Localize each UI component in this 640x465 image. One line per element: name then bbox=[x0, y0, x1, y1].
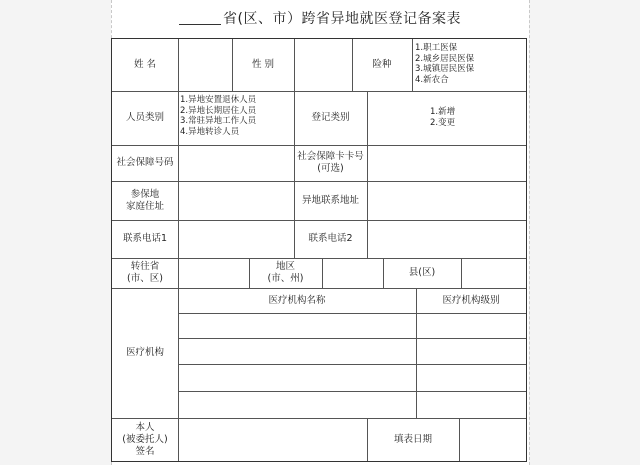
phone1-field[interactable] bbox=[178, 220, 294, 258]
label-region bbox=[249, 258, 322, 288]
label-county: 县(区) bbox=[408, 267, 436, 278]
gender-field[interactable] bbox=[294, 39, 352, 91]
insurance-option: 3.城镇居民医保 bbox=[415, 64, 475, 74]
signature-field[interactable] bbox=[178, 418, 367, 461]
person-option: 4.异地转诊人员 bbox=[180, 126, 240, 137]
label-gender: 性 别 bbox=[251, 59, 275, 70]
institution-name-field[interactable] bbox=[178, 364, 416, 391]
transfer-province-field[interactable] bbox=[178, 258, 249, 288]
label-phone2: 联系电话2 bbox=[308, 233, 353, 244]
institution-level-field[interactable] bbox=[416, 338, 526, 364]
col-line bbox=[412, 39, 413, 91]
institution-level-field[interactable] bbox=[416, 391, 526, 418]
signer-line3: 签名 bbox=[135, 445, 155, 457]
social-card-no-line2: (可选) bbox=[317, 163, 344, 174]
person-option: 1.异地安置退休人员 bbox=[180, 95, 257, 105]
home-address-line1: 参保地 bbox=[130, 188, 160, 200]
registration-option: 2.变更 bbox=[430, 117, 456, 128]
registration-option: 1.新增 bbox=[430, 107, 456, 117]
label-institution-name: 医疗机构名称 bbox=[268, 294, 326, 306]
institution-name-field[interactable] bbox=[178, 391, 416, 418]
region-field[interactable] bbox=[322, 258, 383, 288]
title-text: 省(区、市）跨省异地就医登记备案表 bbox=[223, 11, 461, 27]
social-card-no-field[interactable] bbox=[367, 145, 526, 181]
institution-level-field[interactable] bbox=[416, 364, 526, 391]
name-field[interactable] bbox=[178, 39, 232, 91]
institution-name-field[interactable] bbox=[178, 313, 416, 338]
title-province-blank[interactable] bbox=[179, 10, 221, 25]
label-registration-category: 登记类别 bbox=[311, 112, 350, 123]
social-security-code-field[interactable] bbox=[178, 145, 294, 181]
form-title bbox=[111, 8, 529, 28]
label-insurance-type: 险种 bbox=[372, 59, 392, 70]
label-transfer-province bbox=[112, 258, 178, 288]
phone2-field[interactable] bbox=[367, 220, 526, 258]
label-social-card-no bbox=[294, 145, 367, 181]
registration-table bbox=[111, 38, 527, 462]
label-medical-institution: 医疗机构 bbox=[125, 347, 164, 358]
home-address-line2: 家庭住址 bbox=[125, 200, 164, 212]
registration-options[interactable] bbox=[430, 107, 455, 128]
social-card-no-line1: 社会保障卡卡号 bbox=[297, 151, 364, 162]
home-address-field[interactable] bbox=[178, 181, 294, 220]
label-social-security-code: 社会保障号码 bbox=[116, 157, 174, 168]
label-person-category: 人员类别 bbox=[125, 112, 164, 123]
right-dashed-border bbox=[529, 0, 530, 465]
insurance-option: 2.城乡居民医保 bbox=[415, 53, 475, 64]
transfer-province-line2: (市、区) bbox=[127, 273, 163, 284]
region-line1: 地区 bbox=[275, 261, 295, 272]
remote-address-field[interactable] bbox=[367, 181, 526, 220]
insurance-option: 4.新农合 bbox=[415, 74, 449, 85]
label-signer bbox=[112, 418, 178, 461]
person-category-options[interactable] bbox=[180, 95, 256, 137]
person-option: 3.常驻异地工作人员 bbox=[180, 116, 257, 126]
col-line bbox=[367, 91, 368, 145]
signer-line1: 本人 bbox=[135, 421, 155, 433]
institution-name-field[interactable] bbox=[178, 338, 416, 364]
label-name: 姓 名 bbox=[133, 59, 157, 70]
label-institution-level: 医疗机构级别 bbox=[442, 294, 500, 306]
label-remote-address: 异地联系地址 bbox=[301, 194, 359, 206]
fill-date-field[interactable] bbox=[459, 418, 526, 461]
region-line2: (市、州) bbox=[267, 273, 304, 284]
label-fill-date: 填表日期 bbox=[393, 433, 432, 445]
institution-level-field[interactable] bbox=[416, 313, 526, 338]
signer-line2: (被委托人) bbox=[122, 433, 168, 445]
transfer-province-line1: 转往省 bbox=[130, 261, 160, 272]
insurance-option: 1.职工医保 bbox=[415, 43, 458, 53]
county-field[interactable] bbox=[461, 258, 526, 288]
insurance-options[interactable] bbox=[415, 43, 474, 85]
label-phone1: 联系电话1 bbox=[122, 233, 168, 244]
person-option: 2.异地长期居住人员 bbox=[180, 105, 257, 116]
label-home-address bbox=[112, 181, 178, 220]
